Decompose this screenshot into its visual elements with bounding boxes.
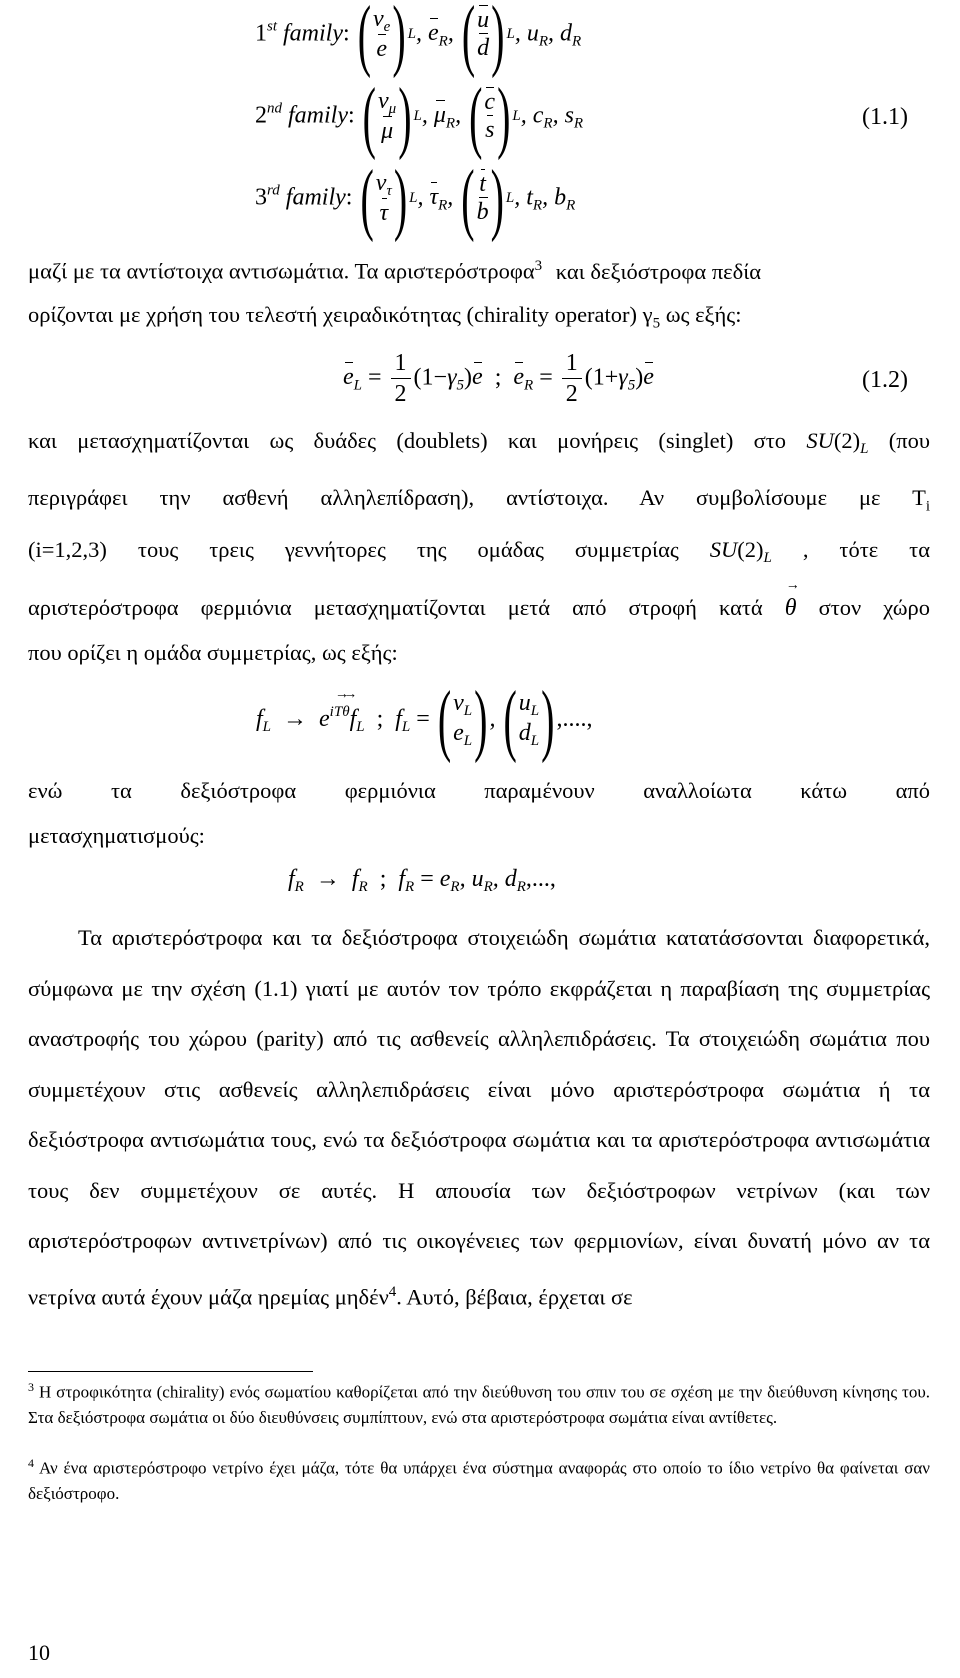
page-number: 10 — [28, 1640, 50, 1665]
equation-chirality-projection: $e_L$ = $\frac{1}{2}$ $(1-\gamma_5)e$ ; $e_R$ = $\frac{1}{2}$ $(1+\gamma_5)e$ — [343, 350, 654, 408]
text-line: μετασχηματισμούς: — [28, 823, 205, 848]
equation-right-handed-invariant: $f_R \to f_R$ ; $f_R = e_R$, $u_R$, $d_R$,..., — [288, 866, 556, 895]
paragraph-handedness: Τα αριστερόστροφα και τα δεξιόστροφα στοιχειώδη σωμάτια κατατάσσονται διαφορετικά, σύμφωνα με την σχέση (1.1) γιατί με αυτόν τον τρόπο εκφράζεται η παραβίαση της συμμετρίας αναστροφής του χώρου (parity) από τις ασθενείς αλληλεπιδράσεις. Τα στοιχειώδη σωμάτια που συμμετέχουν στις ασθενείς αλληλεπιδράσεις είναι μόνο αριστερόστροφα σωμάτια ή τα δεξιόστροφα αντισωμάτια τους, ενώ τα δεξιόστροφα σωμάτια και τα αριστερόστροφα αντισωμάτια τους δεν συμμετέχουν σε αυτές. Η απουσία των δεξιόστροφων νετρίνων (και των αριστερόστροφων αντινετρίνων) από τις οικογένειες των φερμιονίων, είναι δυνατή μόνο αν τα νετρίνα αυτά έχουν μάζα ηρεμίας μηδέν$^4$. Αυτό, βέβαια, έρχεται σε — [28, 925, 930, 1309]
text-line: που ορίζει η ομάδα συμμετρίας, ως εξής: — [28, 640, 398, 665]
equation-family-1: 1st family: ( $\nu_e$ e ) L , $e_R$, ( u d ) L , $u_R$, $d_R$ — [255, 0, 582, 79]
equation-family-2: 2nd family: ( $\nu_\mu$ μ ) L , $\mu_R$, ( c s ) L , $c_R$, $s_R$ — [255, 70, 584, 161]
equation-number-1-1: (1.1) — [862, 104, 908, 130]
text-line: ορίζονται με χρήση του τελεστή χειραδικότητας (chirality operator) $\gamma_5$ ως εξής: — [28, 302, 742, 332]
equation-left-handed-transform: $f_L \to e^{i\to T\to \theta}f_L$ ; $f_L$ = ( $\nu_L$ $e_L$ ) , ( $u_L$ $d_L$ ) ,...., — [256, 690, 592, 751]
text-line: ενώ τα δεξιόστροφα φερμιόνια παραμένουν αναλλοίωτα κάτω από — [28, 778, 930, 803]
text-line: περιγράφει την ασθενή αλληλεπίδραση), αντίστοιχα. Αν συμβολίσουμε με $T_i$ — [28, 485, 930, 515]
text-line: αριστερόστροφα φερμιόνια μετασχηματίζονται μετά από στροφή κατά → θ στον χώρο — [28, 595, 930, 622]
text-line: μαζί με τα αντίστοιχα αντισωμάτια. Τα αριστερόστροφα$^3$ και δεξιόστροφα πεδία — [28, 258, 762, 284]
footnote-3: $^3$ Η στροφικότητα (chirality) ενός σωματίου καθορίζεται από την διεύθυνση του σπιν του σε σχέση με την διεύθυνση κίνησης του. Στα δεξιόστροφα σωμάτια οι δύο διευθύνσεις συμπίπτουν, ενώ στα αριστερόστροφα σωμάτια είναι αντίθετες. — [28, 1380, 930, 1428]
text-line: και μετασχηματίζονται ως δυάδες (doublets) και μονήρεις (singlet) στο $SU(2)_L$ (που — [28, 428, 931, 457]
equation-number-1-2: (1.2) — [862, 367, 908, 393]
footnote-4: $^4$ Αν ένα αριστερόστροφο νετρίνο έχει μάζα, τότε θα υπάρχει ένα σύστημα αναφοράς στο οποίο το ίδιο νετρίνο θα φαίνεται σαν δεξιόστροφο. — [28, 1456, 930, 1504]
text-line: (i=1,2,3) τους τρεις γεννήτορες της ομάδας συμμετρίας $SU(2)_L$ , τότε τα — [28, 537, 931, 566]
equation-family-3: 3rd family: ( $\nu_\tau$ τ ) L , $\tau_R$, ( t b ) L , $t_R$, $b_R$ — [255, 152, 576, 243]
footnote-separator — [28, 1371, 313, 1372]
